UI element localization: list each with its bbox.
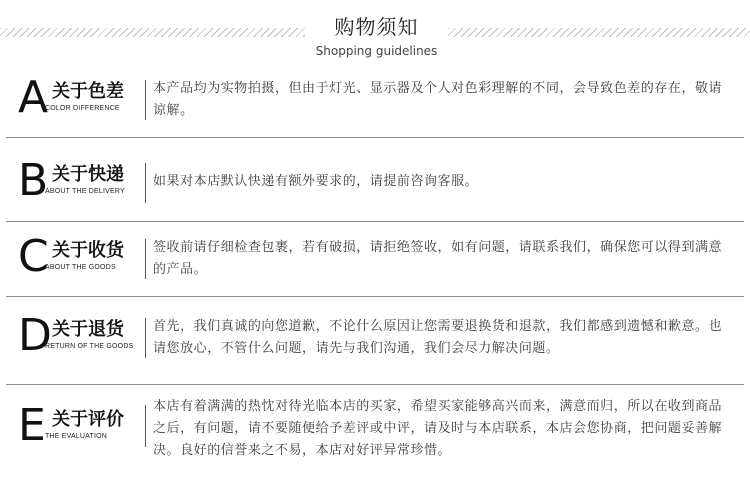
- row-separator: [6, 137, 744, 138]
- section-text: 签收前请仔细检查包裹，若有破损，请拒绝签收，如有问题，请联系我们，确保您可以得到满意的产品。: [153, 240, 723, 277]
- page-title: 购物须知: [334, 15, 419, 39]
- section-letter: C: [18, 231, 49, 282]
- section-heading-en: ABOUT THE GOODS: [45, 264, 116, 271]
- row-separator: [6, 384, 744, 385]
- section-letter: E: [18, 400, 46, 451]
- section-divider: [145, 318, 146, 358]
- section-heading: 关于退货: [52, 319, 124, 340]
- section-text: 首先，我们真诚的向您道歉，不论什么原因让您需要退换货和退款，我们都感到遗憾和歉意。也请您放心，不管什么问题，请先与我们沟通，我们会尽力解决问题。: [153, 319, 723, 356]
- page-header: [0, 0, 750, 70]
- page-subtitle: Shopping guidelines: [315, 44, 438, 58]
- row-separator: [6, 221, 744, 222]
- section-letter: B: [18, 155, 49, 206]
- section-text: 本店有着满满的热忱对待光临本店的买家，希望买家能够高兴而来，满意而归，所以在收到商品之后，有问题，请不要随便给予差评或中评，请及时与本店联系，本店会您协商，把问题妥善解决。良好的信誉来之不易，本店对好评异常珍惜。: [153, 399, 723, 458]
- section-heading-en: COLOR DIFFERENCE: [45, 105, 120, 112]
- header-hatch-right: [448, 28, 750, 37]
- section-letter: A: [18, 72, 49, 123]
- section-divider: [145, 239, 146, 279]
- section-text: 如果对本店默认快递有额外要求的，请提前咨询客服。: [153, 174, 479, 189]
- row-separator: [6, 296, 744, 297]
- section-heading: 关于快递: [52, 164, 124, 185]
- section-heading: 关于色差: [52, 81, 124, 102]
- section-letter: D: [18, 310, 52, 361]
- section-heading-en: THE EVALUATION: [45, 433, 108, 440]
- header-hatch-left: [0, 28, 305, 37]
- section-divider: [145, 163, 146, 203]
- section-divider: [145, 80, 146, 120]
- section-text: 本产品均为实物拍摄，但由于灯光、显示器及个人对色彩理解的不同，会导致色差的存在，敬请谅解。: [153, 81, 723, 118]
- section-divider: [145, 405, 146, 447]
- section-heading: 关于收货: [52, 240, 124, 261]
- section-heading: 关于评价: [52, 409, 124, 430]
- section-heading-en: ABOUT THE DELIVERY: [45, 188, 125, 195]
- section-heading-en: RETURN OF THE GOODS: [45, 343, 134, 350]
